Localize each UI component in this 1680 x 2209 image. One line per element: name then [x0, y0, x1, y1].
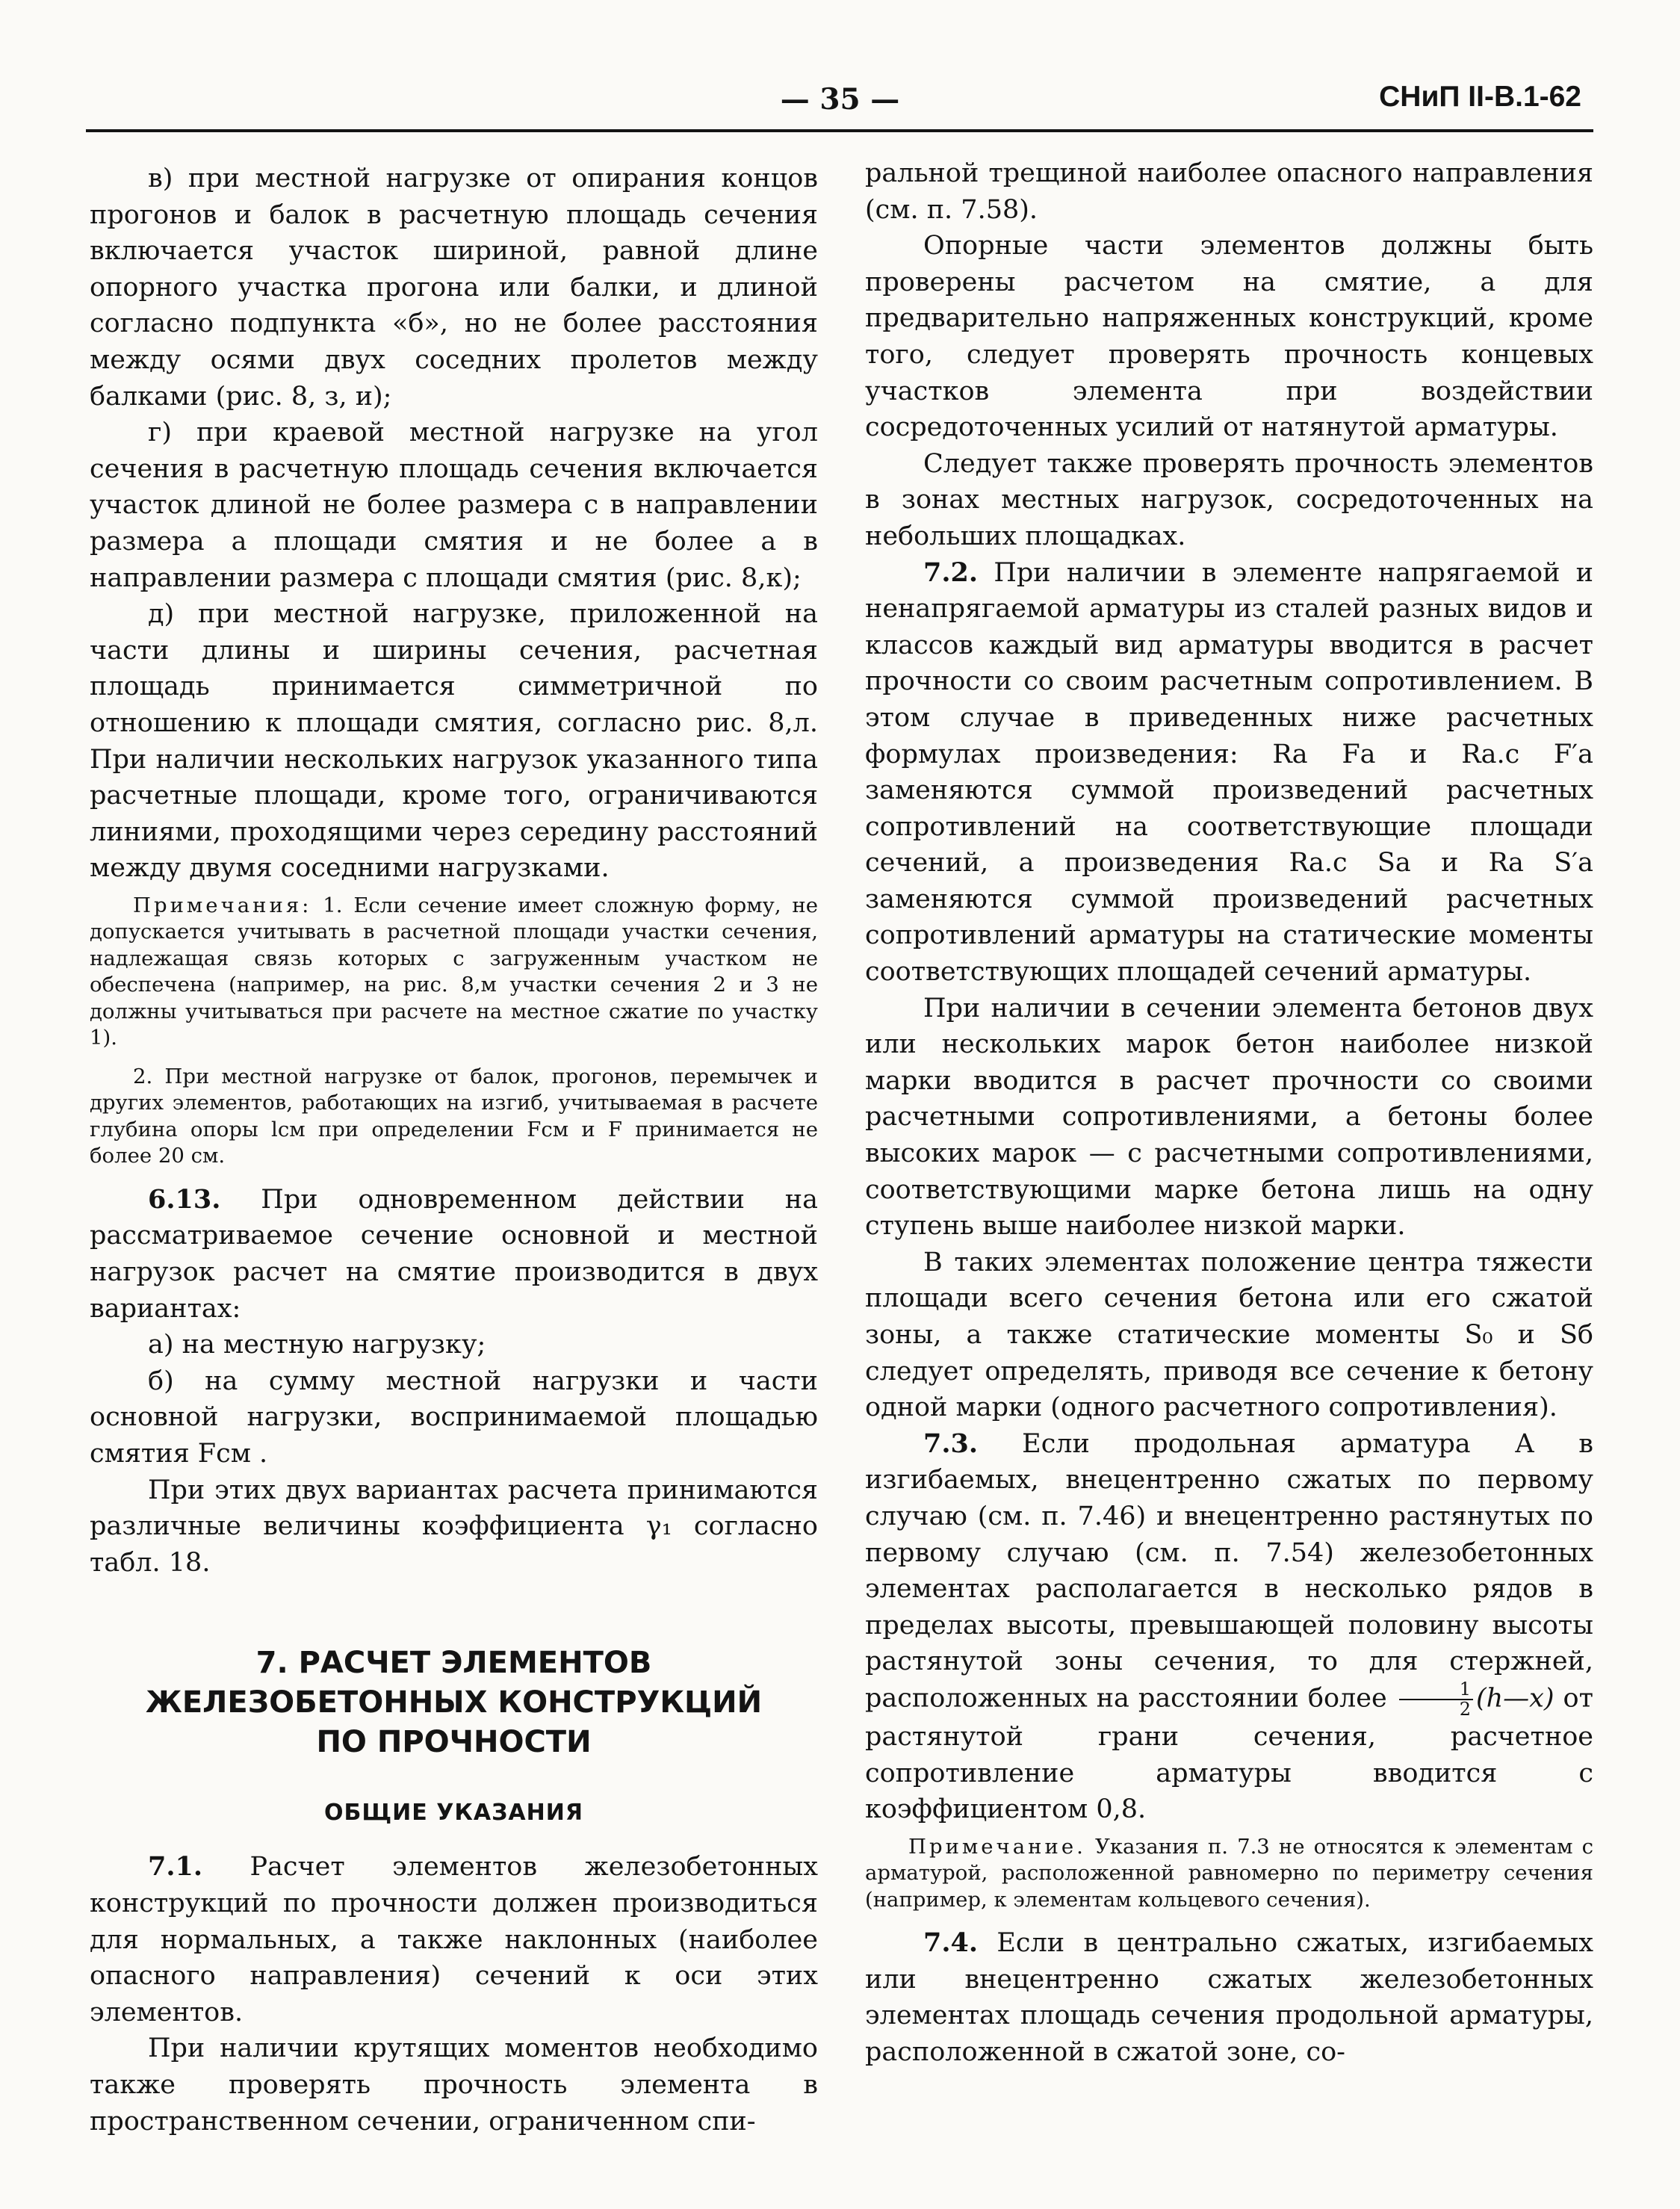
note-2: 2. При местной нагрузке от балок, прогонов, перемычек и других элементов, работающих на изгиб, учитываемая в расчете глубина опоры lсм при определении Fсм и F принимается не более 20 см.: [90, 1064, 818, 1168]
clause-6-13-c: При этих двух вариантах расчета принимаются различные величины коэффициента γ₁ согласно табл. 18.: [90, 1475, 818, 1578]
section-title-line: ПО ПРОЧНОСТИ: [316, 1725, 592, 1760]
clause-text: При одновременном действии на рассматриваемое сечение основной и местной нагрузок расчет на смятие производится в двух вариантах:: [90, 1184, 818, 1324]
right-column: [865, 155, 1593, 2180]
subsection-title: ОБЩИЕ УКАЗАНИЯ: [324, 1800, 583, 1827]
section-title-line: 7. РАСЧЕТ ЭЛЕМЕНТОВ: [255, 1646, 652, 1681]
note-7-3: [865, 1834, 1593, 1914]
notes-label: Примечания:: [133, 893, 312, 917]
note-1: 1. Если сечение имеет сложную форму, не допускается учитывать в расчетной площади участки сечения, надлежащая связь которых с загруженным участком не обеспечена (например, на рис. 8,м участки сечения 2 и 3 не должны учитываться при расчете на местное сжатие по участку 1).: [90, 893, 818, 1050]
page-number: — 35 —: [780, 82, 900, 117]
paragraph-continuation: ральной трещиной наиболее опасного направления (см. п. 7.58).: [865, 158, 1593, 225]
paragraph-v: в) при местной нагрузке от опирания концов прогонов и балок в расчетную площадь сечения включается участок шириной, равной длине опорного участка прогона или балки, и длиной согласно подпункта «б», но не более расстояния между осями двух соседних пролетов между балками (рис. 8, з, и);: [90, 164, 818, 412]
clause-6-13-b: б) на сумму местной нагрузки и части основной нагрузки, воспринимаемой площадью смятия Fсм .: [90, 1366, 818, 1469]
clause-7-3: [865, 1426, 1593, 1828]
clause-text: При наличии в элементе напрягаемой и ненапрягаемой арматуры из сталей разных видов и классов каждый вид арматуры вводится в расчет прочности со своим расчетным сопротивлением. В этом случае в приведенных ниже расчетных формулах произведения: Rа Fа и Rа.с F′а заменяются суммой произведений расчетных сопротивлений на соответствующие площади сечений, а произведения Rа.с Sа и Rа S′а заменяются суммой произведений расчетных сопротивлений арматуры на статические моменты соответствующих площадей сечений арматуры.: [865, 557, 1593, 988]
clause-number: 6.13.: [148, 1183, 221, 1215]
clause-7-4: [865, 1925, 1593, 2070]
note-text: Указания п. 7.3 не относятся к элементам с арматурой, расположенной равномерно по периметру сечения (например, к элементам кольцевого сечения).: [865, 1834, 1593, 1912]
clause-7-2: [865, 555, 1593, 991]
section-title: [90, 1643, 818, 1762]
paragraph-g: г) при краевой местной нагрузке на угол сечения в расчетную площадь сечения включается участок длиной не более размера с в направлении размера а площади смятия и не более а в направлении размера с площади смятия (рис. 8,к);: [90, 418, 818, 593]
fraction-numerator: 1: [1399, 1680, 1473, 1700]
clause-text-continued: от растянутой грани сечения, расчетное сопротивление арматуры вводится с коэффициентом 0,8.: [865, 1683, 1593, 1825]
formula-expression: (h—x): [1475, 1683, 1555, 1714]
clause-number: 7.4.: [923, 1927, 979, 1959]
fraction-one-half: [1399, 1680, 1473, 1719]
clause-7-1: [90, 1849, 818, 2030]
clause-text: Расчет элементов железобетонных конструкций по прочности должен производиться для нормальных, а также наклонных (наиболее опасного направления) сечений к оси этих элементов.: [90, 1852, 818, 2027]
clause-6-13: [90, 1182, 818, 1327]
left-column: [90, 161, 818, 2185]
clause-7-2-b: При наличии в сечении элемента бетонов двух или нескольких марок бетон наиболее низкой марки вводится в расчет прочности со своими расчетными сопротивлениями, а бетоны более высоких марок — с расчетными сопротивлениями, соответствующими марке бетона лишь на одну ступень выше наиболее низкой марки.: [865, 993, 1593, 1242]
clause-number: 7.1.: [148, 1851, 203, 1883]
clause-7-2-c: В таких элементах положение центра тяжести площади всего сечения бетона или его сжатой зоны, а также статические моменты S₀ и Sб следует определять, приводя все сечение к бетону одной марки (одного расчетного сопротивления).: [865, 1247, 1593, 1423]
notes-block: [90, 893, 818, 1052]
note-label: Примечание.: [908, 1834, 1086, 1859]
clause-6-13-a: а) на местную нагрузку;: [148, 1330, 486, 1360]
document-code: СНиП II-В.1-62: [1379, 81, 1581, 113]
fraction-denominator: 2: [1459, 1698, 1471, 1720]
clause-7-1-b: При наличии крутящих моментов необходимо также проверять прочность элемента в пространственном сечении, ограниченном спи-: [90, 2033, 818, 2137]
header-rule: [86, 129, 1593, 132]
paragraph-support-parts: Опорные части элементов должны быть проверены расчетом на смятие, а для предварительно напряженных конструкций, кроме того, следует проверять прочность концевых участков элемента при воздействии сосредоточенных усилий от натянутой арматуры.: [865, 231, 1593, 443]
clause-text: Если продольная арматура А в изгибаемых, внецентренно сжатых по первому случаю (см. п. 7.46) и внецентренно растянутых по первому случаю (см. п. 7.54) железобетонных элементах располагается в несколько рядов в пределах высоты, превышающей половину высоты растянутой зоны сечения, то для стержней, расположенных на расстоянии более: [865, 1428, 1593, 1714]
clause-number: 7.2.: [923, 557, 979, 588]
paragraph-d: д) при местной нагрузке, приложенной на части длины и ширины сечения, расчетная площадь принимается симметричной по отношению к площади смятия, согласно рис. 8,л. При наличии нескольких нагрузок указанного типа расчетные площади, кроме того, ограничиваются линиями, проходящими через середину расстояний между двумя соседними нагрузками.: [90, 599, 818, 884]
clause-number: 7.3.: [923, 1428, 979, 1459]
paragraph-local-loads: Следует также проверять прочность элементов в зонах местных нагрузок, сосредоточенных на небольших площадках.: [865, 448, 1593, 551]
section-title-line: ЖЕЛЕЗОБЕТОННЫХ КОНСТРУКЦИЙ: [145, 1685, 763, 1720]
clause-text: Если в центрально сжатых, изгибаемых или внецентренно сжатых железобетонных элементах площадь сечения продольной арматуры, расположенной в сжатой зоне, со-: [865, 1928, 1593, 2067]
